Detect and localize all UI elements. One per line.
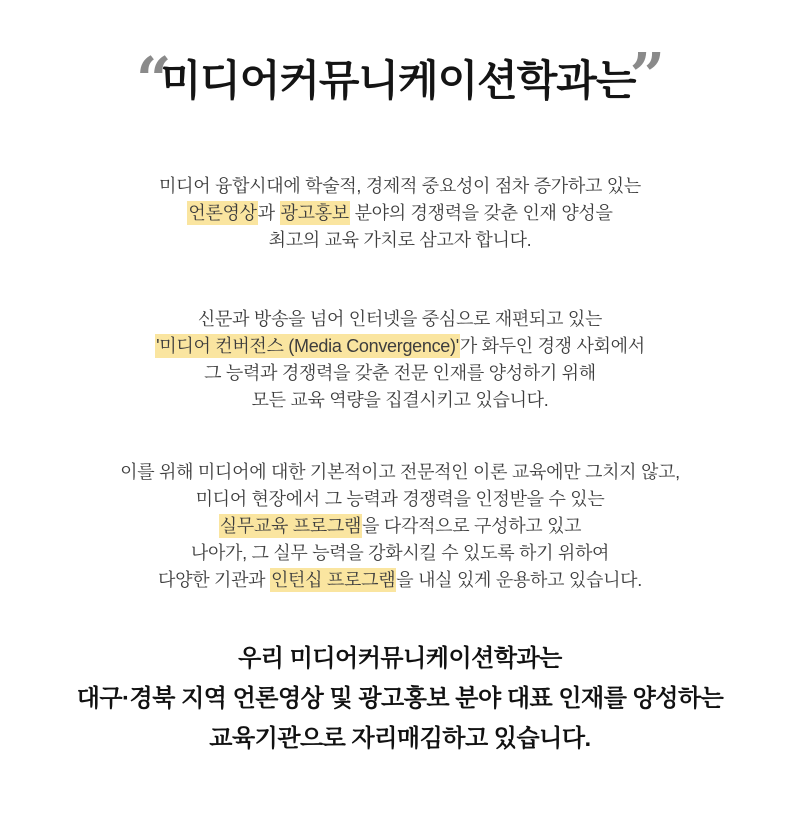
plain-text: 과 xyxy=(257,203,280,223)
plain-text: 을 다각적으로 구성하고 있고 xyxy=(362,516,582,536)
highlighted-text: 언론영상 xyxy=(188,203,257,223)
plain-text: 분야의 경쟁력을 갖춘 인재 양성을 xyxy=(349,203,613,223)
page-title-text: 미디어커뮤니케이션학과는 xyxy=(160,57,636,104)
text-line xyxy=(0,486,800,513)
intro-paragraphs xyxy=(0,173,800,594)
plain-text: 신문과 방송을 넘어 인터넷을 중심으로 재편되고 있는 xyxy=(197,309,603,329)
plain-text: 다양한 기관과 xyxy=(158,570,270,590)
text-line xyxy=(0,227,800,254)
closing-statement xyxy=(0,639,800,759)
text-line xyxy=(0,333,800,360)
plain-text: 이를 위해 미디어에 대한 기본적이고 전문적인 이론 교육에만 그치지 않고, xyxy=(120,462,680,482)
text-line xyxy=(0,306,800,333)
plain-text: 그 능력과 경쟁력을 갖춘 전문 인재를 양성하기 위해 xyxy=(204,363,596,383)
plain-text: 최고의 교육 가치로 삼고자 합니다. xyxy=(268,230,532,250)
text-line xyxy=(0,540,800,567)
text-line xyxy=(0,173,800,200)
plain-text: 가 화두인 경쟁 사회에서 xyxy=(459,336,645,356)
highlighted-text: 광고홍보 xyxy=(280,203,349,223)
plain-text: 미디어 융합시대에 학술적, 경제적 중요성이 점차 증가하고 있는 xyxy=(159,176,641,196)
highlighted-text: 실무교육 프로그램 xyxy=(219,516,362,536)
highlighted-text: '미디어 컨버전스 (Media Convergence)' xyxy=(156,336,459,356)
text-line xyxy=(0,200,800,227)
page-title: “미디어커뮤니케이션학과는” xyxy=(135,39,665,116)
paragraph xyxy=(0,459,800,594)
highlighted-text: 인턴십 프로그램 xyxy=(270,570,396,590)
paragraph xyxy=(0,306,800,414)
paragraph xyxy=(0,173,800,254)
text-line xyxy=(0,459,800,486)
closing-line: 우리 미디어커뮤니케이션학과는 xyxy=(238,645,562,672)
plain-text: 나아가, 그 실무 능력을 강화시킬 수 있도록 하기 위하여 xyxy=(190,543,610,563)
text-line xyxy=(0,387,800,414)
closing-line: 교육기관으로 자리매김하고 있습니다. xyxy=(209,725,591,752)
text-line xyxy=(0,360,800,387)
plain-text: 모든 교육 역량을 집결시키고 있습니다. xyxy=(251,390,549,410)
plain-text: 미디어 현장에서 그 능력과 경쟁력을 인정받을 수 있는 xyxy=(195,489,605,509)
text-line xyxy=(0,513,800,540)
plain-text: 을 내실 있게 운용하고 있습니다. xyxy=(396,570,642,590)
text-line xyxy=(0,567,800,594)
closing-line: 대구·경북 지역 언론영상 및 광고홍보 분야 대표 인재를 양성하는 xyxy=(76,685,724,712)
